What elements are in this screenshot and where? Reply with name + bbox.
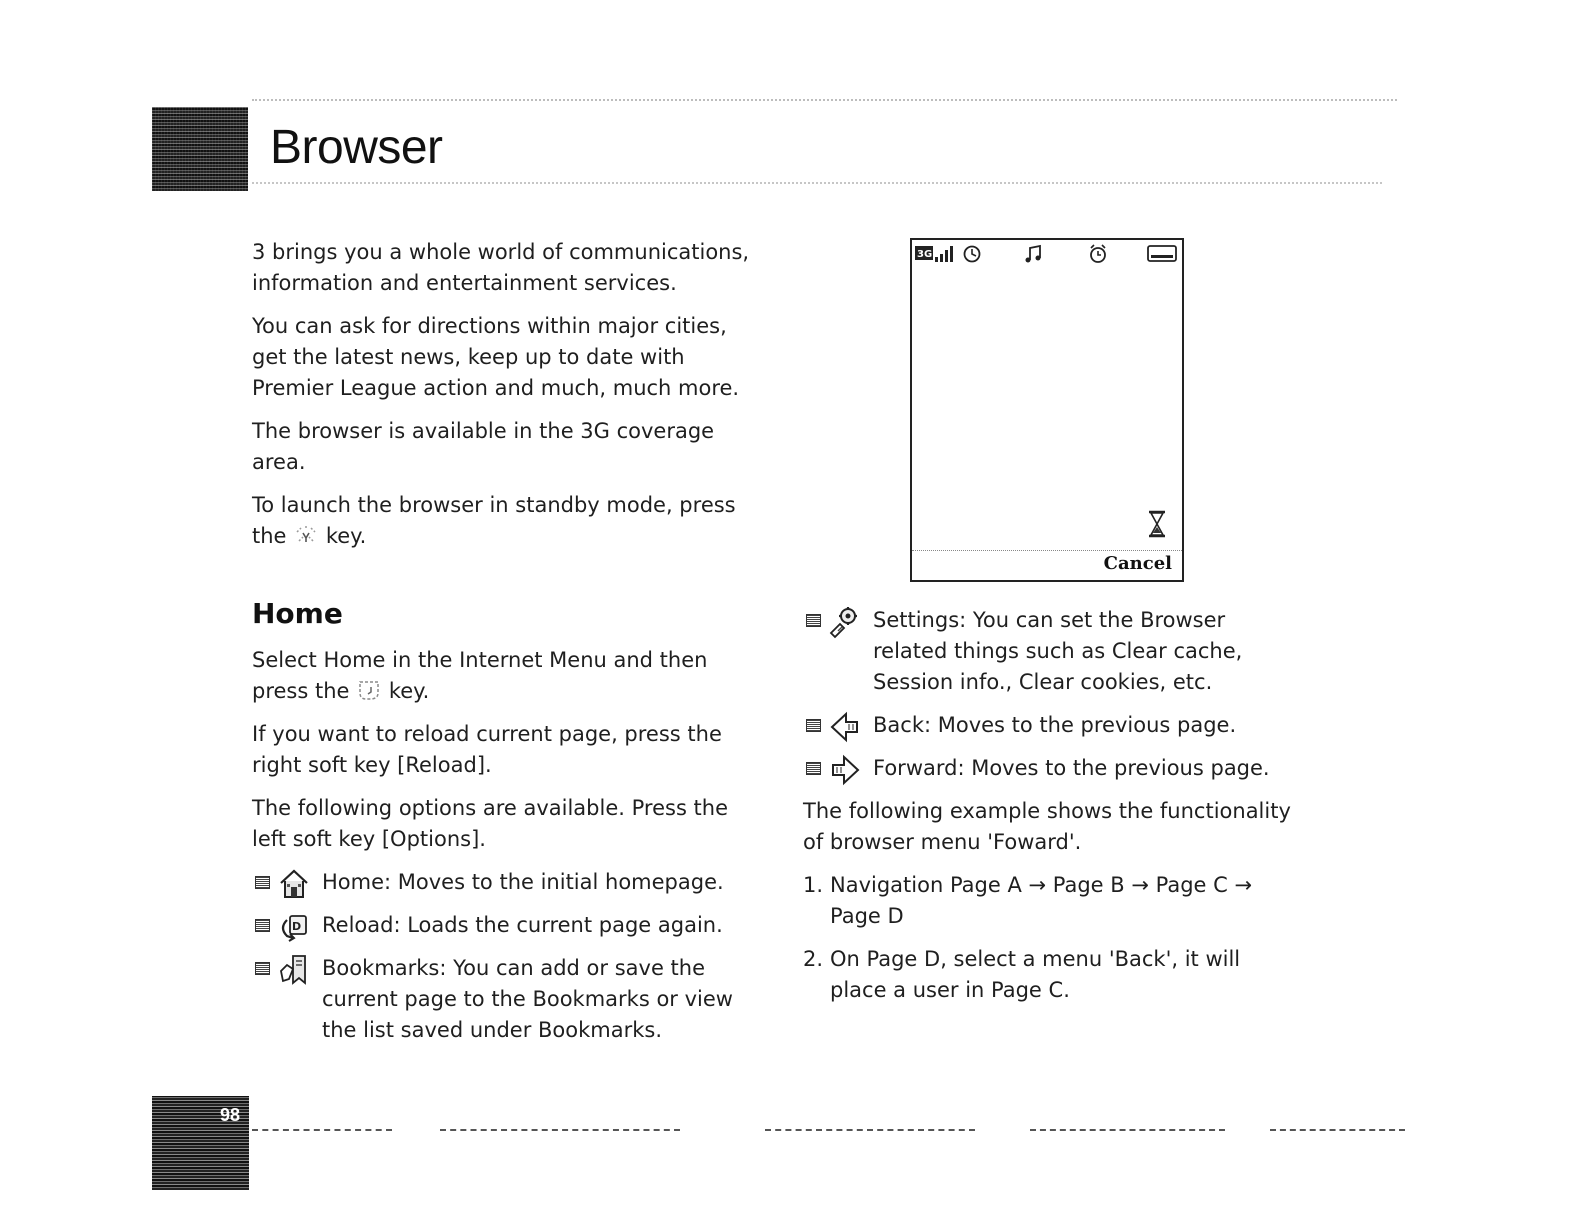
option-text: Bookmarks: You can add or save the current page to the Bookmarks or view the list saved under Bookmarks. — [322, 956, 733, 1042]
phone-screen — [910, 238, 1184, 582]
page-number: 98 — [219, 1105, 241, 1125]
back-icon — [828, 710, 862, 744]
step-text: Navigation Page A → Page B → Page C → Page D — [830, 873, 1253, 928]
softkey-bar — [912, 550, 1182, 581]
home-select-paragraph — [252, 645, 752, 707]
intro-paragraph: 3 brings you a whole world of communications, information and entertainment services. — [252, 240, 750, 295]
option-text: Settings: You can set the Browser related things such as Clear cache, Session info., Clear cookies, etc. — [873, 608, 1243, 694]
options-paragraph: The following options are available. Press the left soft key [Options]. — [252, 796, 729, 851]
3g-badge-text: 3G — [917, 249, 933, 260]
option-item-settings — [803, 605, 1303, 698]
launch-paragraph — [252, 490, 752, 552]
home-icon — [277, 867, 311, 901]
browser-key-icon — [293, 524, 319, 546]
example-step — [803, 870, 1303, 932]
step-number: 1. — [803, 873, 824, 897]
cancel-softkey[interactable]: Cancel — [1103, 553, 1172, 574]
footer-rule — [252, 1129, 392, 1131]
option-text: Back: Moves to the previous page. — [873, 713, 1237, 737]
bullet-marker — [806, 762, 821, 775]
reload-paragraph: If you want to reload current page, press the right soft key [Reload]. — [252, 722, 722, 777]
home-select-text: Select Home in the Internet Menu and then press the — [252, 648, 708, 703]
footer-rule — [440, 1129, 680, 1131]
footer-rule — [1270, 1129, 1405, 1131]
bullet-marker — [806, 719, 821, 732]
svg-text:D: D — [292, 920, 302, 933]
step-number: 2. — [803, 947, 824, 971]
ok-key-icon — [356, 679, 382, 701]
footer-rule — [765, 1129, 975, 1131]
option-item-home — [252, 867, 752, 898]
bullet-marker — [255, 962, 270, 975]
signal-icon — [935, 246, 953, 262]
option-item-bookmarks — [252, 953, 752, 1046]
music-icon — [1026, 246, 1041, 263]
page-title: Browser — [270, 121, 443, 174]
step-text: On Page D, select a menu 'Back', it will place a user in Page C. — [830, 947, 1241, 1002]
intro-paragraph: The browser is available in the 3G coverage area. — [252, 419, 715, 474]
alarm-icon — [1091, 245, 1105, 262]
header-graphic — [152, 107, 248, 191]
reload-icon — [277, 910, 311, 944]
bookmarks-icon — [277, 953, 311, 987]
launch-text: To launch the browser in standby mode, press the — [252, 493, 736, 548]
option-item-forward — [803, 753, 1303, 784]
status-bar — [912, 240, 1182, 270]
bullet-marker — [255, 919, 270, 932]
option-text: Reload: Loads the current page again. — [322, 913, 723, 937]
clock-icon — [965, 247, 980, 262]
footer-rule — [1030, 1129, 1225, 1131]
example-step — [803, 944, 1303, 1006]
header-rule-bottom — [252, 182, 1382, 184]
option-text: Home: Moves to the initial homepage. — [322, 870, 724, 894]
hourglass-icon — [1146, 510, 1168, 538]
left-column — [252, 237, 752, 1058]
example-intro: The following example shows the functionality of browser menu 'Foward'. — [803, 799, 1291, 854]
intro-paragraph: You can ask for directions within major cities, get the latest news, keep up to date with Premier League action and much, much more. — [252, 314, 740, 400]
battery-icon — [1148, 246, 1176, 261]
bullet-marker — [255, 876, 270, 889]
settings-icon — [828, 605, 862, 639]
right-column — [803, 605, 1303, 1018]
forward-icon — [828, 753, 862, 787]
home-select-text: key. — [388, 679, 430, 703]
bullet-marker — [806, 614, 821, 627]
option-text: Forward: Moves to the previous page. — [873, 756, 1270, 780]
section-heading-home: Home — [252, 597, 343, 630]
option-item-reload — [252, 910, 752, 941]
launch-text: key. — [325, 524, 367, 548]
header-rule-top — [252, 99, 1397, 101]
option-item-back — [803, 710, 1303, 741]
